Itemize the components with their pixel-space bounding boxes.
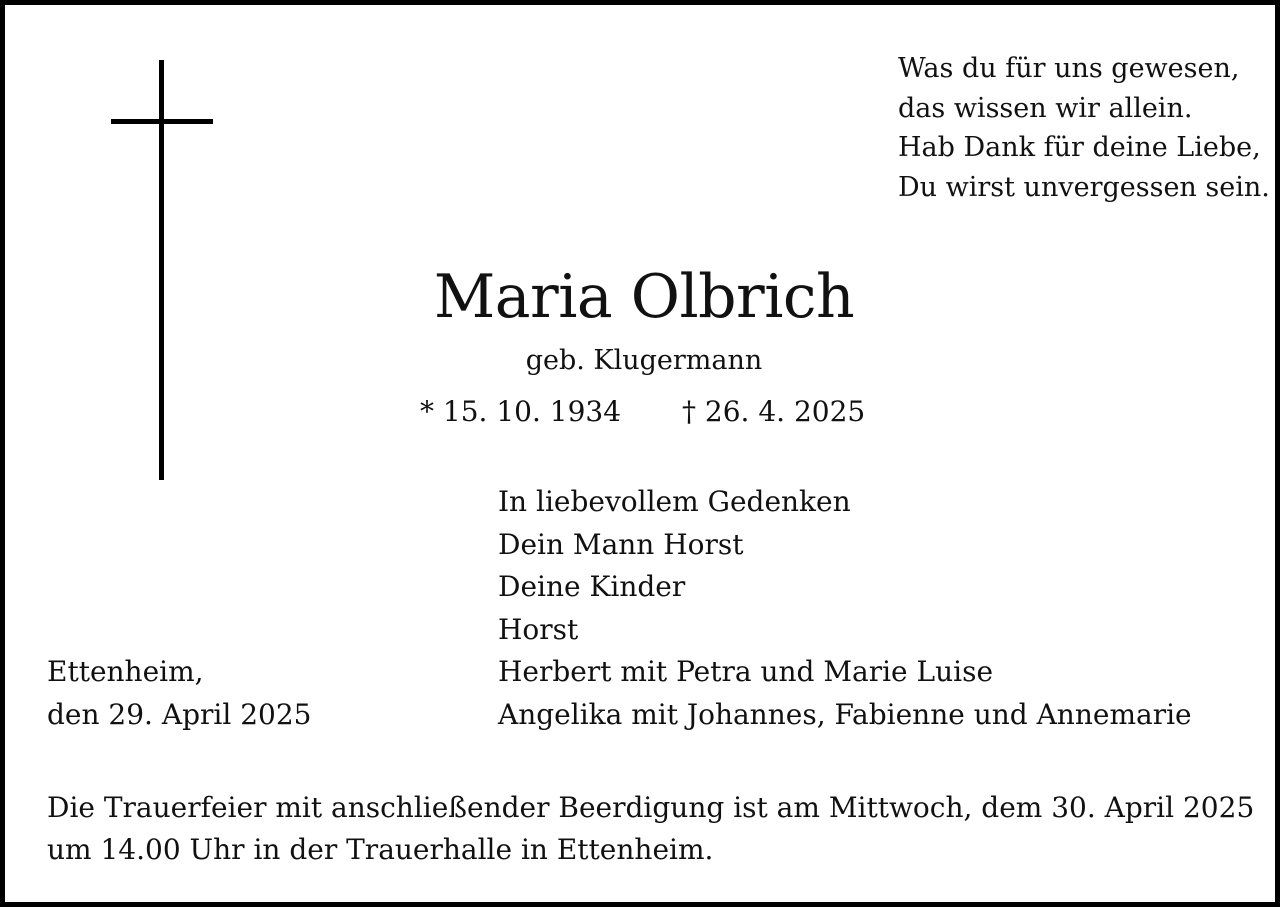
mourner-line: Herbert mit Petra und Marie Luise <box>498 655 994 688</box>
poem-line: Hab Dank für deine Liebe, <box>898 132 1261 163</box>
date-line: den 29. April 2025 <box>47 697 312 731</box>
cross-horizontal-bar <box>111 119 213 124</box>
birth-name: geb. Klugermann <box>525 345 763 376</box>
place-line: Ettenheim, <box>47 655 204 688</box>
service-line: um 14.00 Uhr in der Trauerhalle in Ettenheim. <box>47 833 714 866</box>
birth-date: * 15. 10. 1934 <box>420 395 622 428</box>
death-date: † 26. 4. 2025 <box>682 395 866 428</box>
mourner-line: In liebevollem Gedenken <box>498 485 851 518</box>
memorial-poem <box>898 49 1270 207</box>
poem-line: Was du für uns gewesen, <box>898 53 1240 84</box>
poem-line: das wissen wir allein. <box>898 92 1193 124</box>
funeral-service-info <box>47 787 1254 871</box>
place-and-date <box>47 651 311 736</box>
mourner-line: Horst <box>498 612 579 646</box>
deceased-name: Maria Olbrich <box>433 262 855 332</box>
mourners-list <box>498 481 1192 736</box>
mourner-line: Dein Mann Horst <box>498 527 744 561</box>
mourner-line: Angelika mit Johannes, Fabienne und Annemarie <box>498 697 1192 731</box>
service-line: Die Trauerfeier mit anschließender Beerdigung ist am Mittwoch, dem 30. April 2025 <box>47 791 1255 824</box>
mourner-line: Deine Kinder <box>498 570 686 603</box>
poem-line: Du wirst unvergessen sein. <box>898 171 1270 203</box>
